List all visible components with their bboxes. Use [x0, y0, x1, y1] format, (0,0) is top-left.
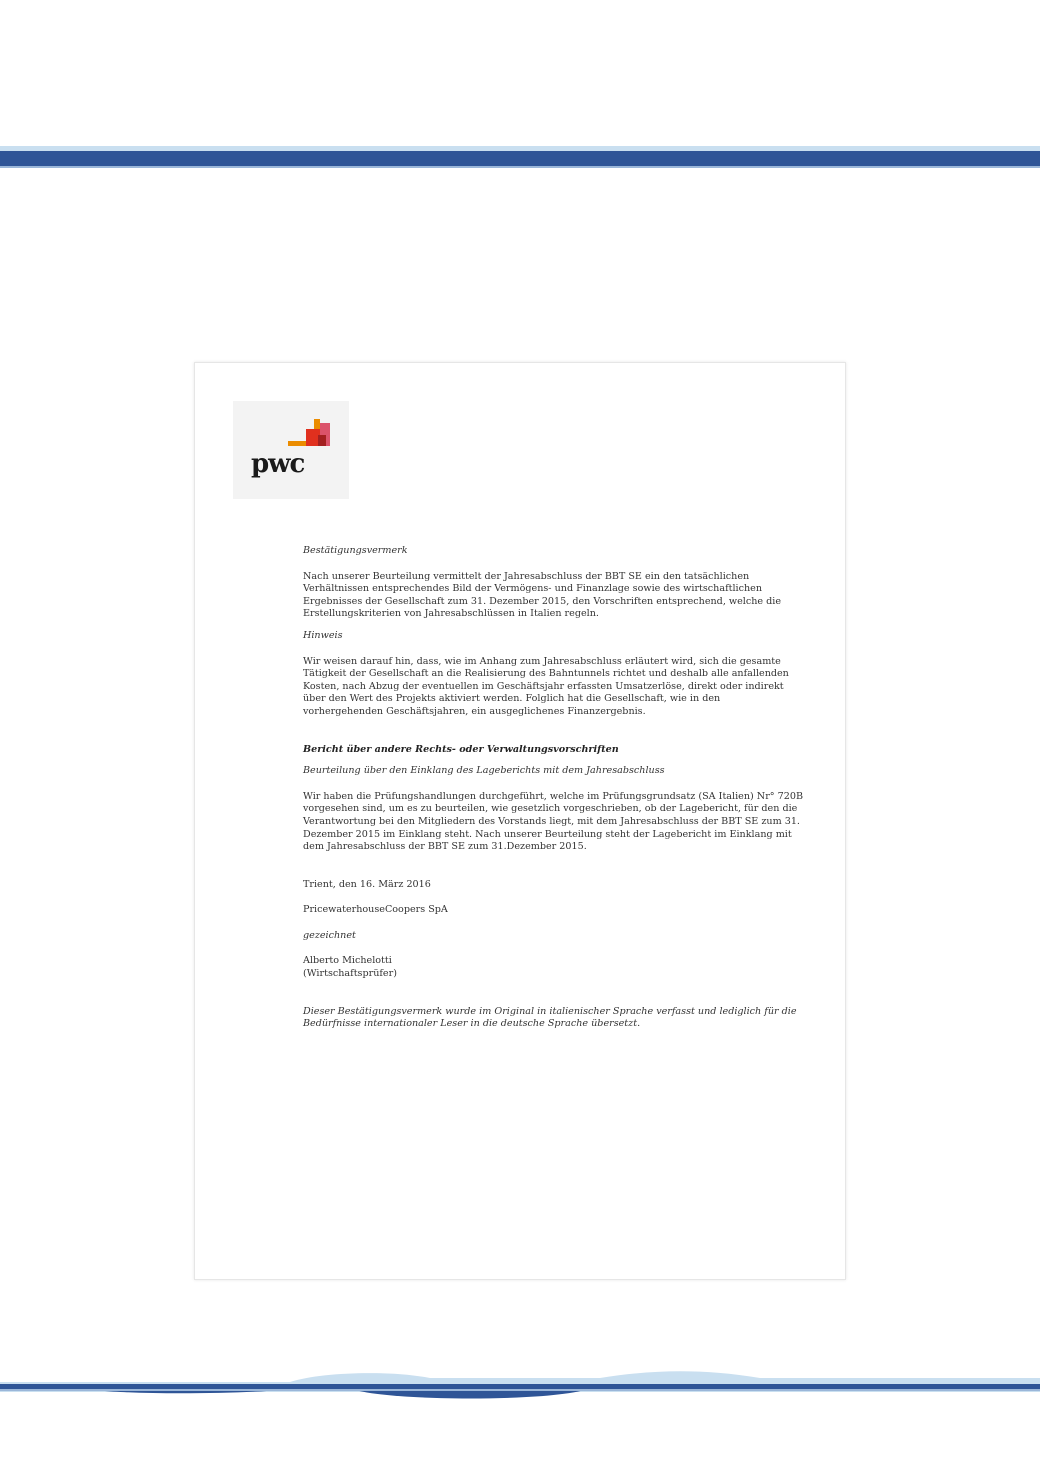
top-decorative-band	[0, 146, 1040, 170]
signer-name: Alberto Michelotti	[303, 955, 392, 967]
firm-name: PricewaterhouseCoopers SpA	[303, 904, 448, 916]
pwc-logo-mark-icon	[288, 419, 336, 449]
signer-title: (Wirtschaftsprüfer)	[303, 968, 397, 980]
paragraph-note: Wir weisen darauf hin, dass, wie im Anhang zum Jahresabschluss erläutert wird, sich die gesamte Tätigkeit der Gesellschaft an die Realisierung des Bahntunnels richtet und deshalb alle anfallenden Kosten, nach Abzug der eventuellen im Geschäftsjahr erfassten Umsatzerlöse, direkt oder indirekt über den Wert des Projekts aktiviert werden. Folglich hat die Gesellschaft, wie in den vorhergehenden Geschäftsjahren, ein ausgeglichenes Finanzergebnis.	[303, 655, 789, 717]
paragraph-management-report: Wir haben die Prüfungshandlungen durchgeführt, welche im Prüfungsgrundsatz (SA Italien) Nr° 720B vorgesehen sind, um es zu beurteilen, wie gesetzlich vorgeschrieben, ob der Lagebericht, für den die Verantwortung bei den Mitgliedern des Vorstands liegt, mit dem Jahresabschluss der BBT SE zum 31. Dezember 2015 im Einklang steht. Nach unserer Beurteilung steht der Lagebericht im Einklang mit dem Jahresabschluss der BBT SE zum 31.Dezember 2015.	[303, 790, 803, 853]
pwc-logo-text: pwc	[251, 449, 305, 479]
bottom-decorative-band	[0, 1368, 1040, 1408]
document-page	[194, 362, 846, 1280]
pwc-logo	[233, 401, 349, 499]
document-body	[303, 545, 803, 1031]
paragraph-opinion: Nach unserer Beurteilung vermittelt der Jahresabschluss der BBT SE ein den tatsächlichen Verhältnissen entsprechendes Bild der Vermögens- und Finanzlage sowie des wirtschaftlichen Ergebnisses der Gesellschaft zum 31. Dezember 2015, den Vorschriften entsprechend, welche die Erstellungskriterien von Jahresabschlüssen in Italien regeln.	[303, 570, 782, 620]
heading-note: Hinweis	[303, 629, 343, 641]
signed-label: gezeichnet	[303, 929, 356, 941]
section-title: Bericht über andere Rechts- oder Verwaltungsvorschriften	[303, 743, 619, 755]
subheading-management-report: Beurteilung über den Einklang des Lageberichts mit dem Jahresabschluss	[303, 765, 665, 777]
translation-note: Dieser Bestätigungsvermerk wurde im Original in italienischer Sprache verfasst und lediglich für die Bedürfnisse internationaler Leser in die deutsche Sprache übersetzt.	[303, 1005, 797, 1030]
heading-opinion: Bestätigungsvermerk	[303, 545, 408, 556]
place-date: Trient, den 16. März 2016	[303, 878, 431, 890]
